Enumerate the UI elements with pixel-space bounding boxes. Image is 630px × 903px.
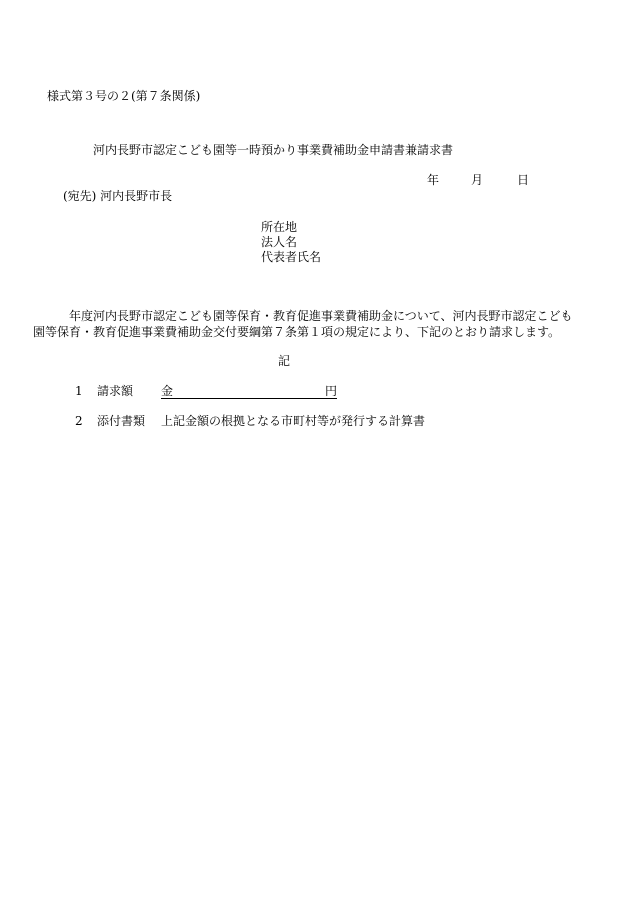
body-paragraph (33, 308, 613, 340)
amount-prefix: 金 (161, 384, 174, 398)
form-number: 様式第３号の２(第７条関係) (47, 89, 201, 103)
item-number: 1 (75, 384, 83, 398)
item-request-amount (75, 385, 337, 399)
amount-field (161, 385, 337, 399)
item-label: 請求額 (97, 384, 134, 398)
applicant-address-label: 所在地 (261, 220, 298, 234)
body-line-2: 園等保育・教育促進事業費補助金交付要綱第７条第１項の規定により、下記のとおり請求します。 (33, 325, 561, 339)
item-label: 添付書類 (97, 414, 146, 428)
body-line-1: 年度河内長野市認定こども園等保育・教育促進事業費補助金について、河内長野市認定こども (69, 309, 573, 323)
applicant-corporation-label: 法人名 (261, 235, 298, 249)
document-title: 河内長野市認定こども園等一時預かり事業費補助金申請書兼請求書 (93, 143, 454, 157)
date-row (427, 174, 529, 186)
item-number: 2 (75, 414, 83, 428)
date-day-label: 日 (517, 173, 530, 187)
date-year-label: 年 (427, 173, 440, 187)
applicant-block (261, 220, 321, 265)
applicant-representative-label: 代表者氏名 (261, 250, 322, 264)
date-month-label: 月 (471, 173, 484, 187)
recipient: (宛先) 河内長野市長 (63, 189, 173, 203)
item-attachments (75, 415, 425, 427)
item-value: 上記金額の根拠となる市町村等が発行する計算書 (161, 414, 426, 428)
ki-heading: 記 (278, 354, 291, 368)
amount-suffix: 円 (324, 384, 337, 398)
